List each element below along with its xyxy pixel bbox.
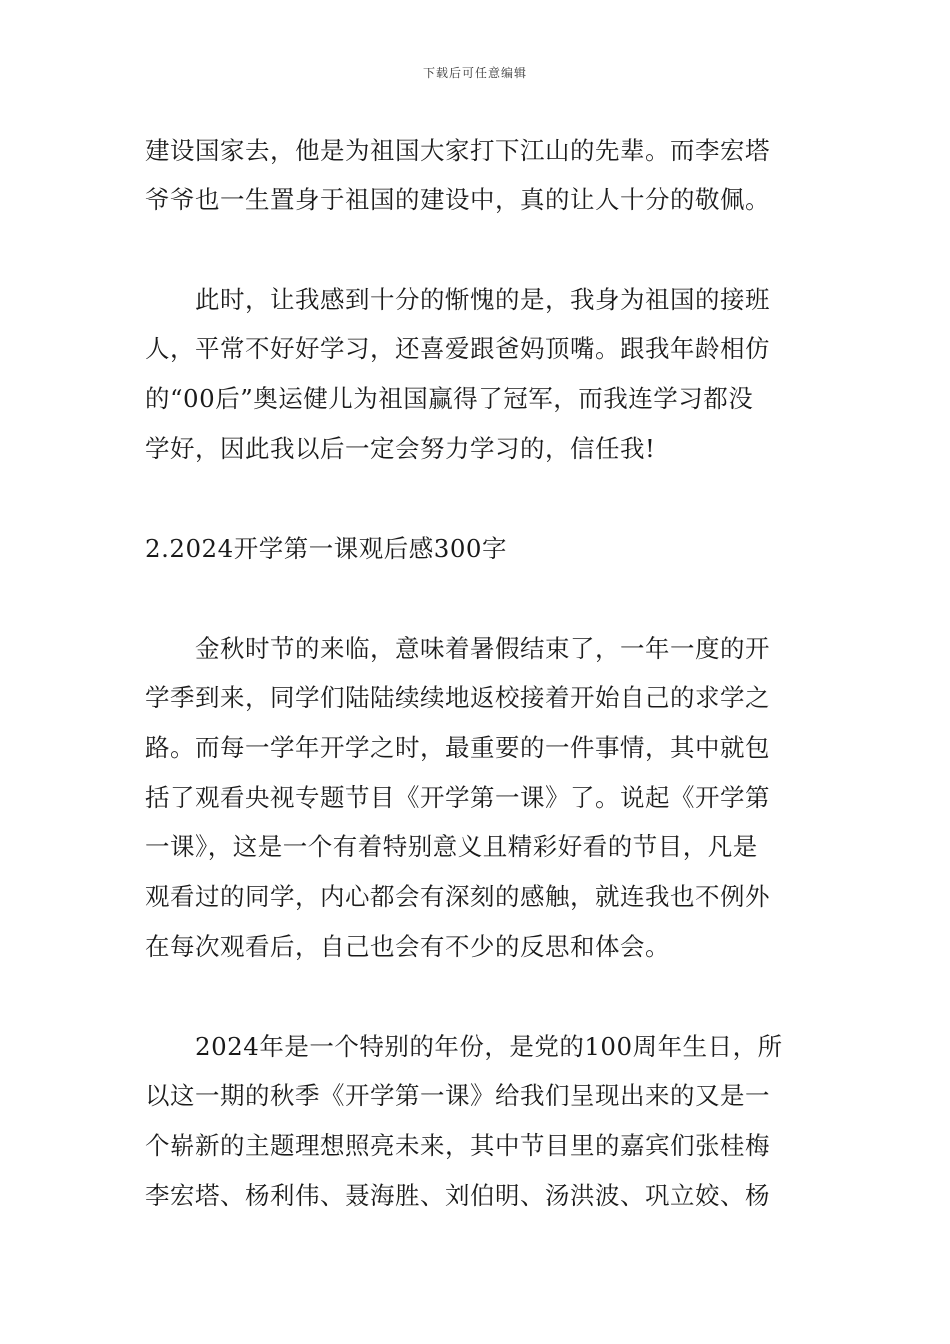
text-line: 一课》，这是一个有着特别意义且精彩好看的节目，凡是 <box>145 832 758 861</box>
text-line: 的“00后”奥运健儿为祖国赢得了冠军，而我连学习都没 <box>145 384 754 413</box>
text-line: 在每次观看后，自己也会有不少的反思和体会。 <box>145 932 670 961</box>
text-line: 观看过的同学，内心都会有深刻的感触，就连我也不例外 <box>145 882 770 911</box>
text-line: 2024年是一个特别的年份，是党的100周年生日，所 <box>145 1032 783 1061</box>
text-line: 以这一期的秋季《开学第一课》给我们呈现出来的又是一 <box>145 1081 770 1110</box>
text-line: 学季到来，同学们陆陆续续地返校接着开始自己的求学之 <box>145 683 770 712</box>
text-line: 括了观看央视专题节目《开学第一课》了。说起《开学第 <box>145 783 770 812</box>
text-line: 建设国家去，他是为祖国大家打下江山的先辈。而李宏塔 <box>145 136 770 165</box>
text-line: 此时，让我感到十分的惭愧的是，我身为祖国的接班 <box>145 285 770 314</box>
text-line: 李宏塔、杨利伟、聂海胜、刘伯明、汤洪波、巩立姣、杨 <box>145 1181 770 1210</box>
section-heading: 2.2024开学第一课观后感300字 <box>145 534 507 563</box>
text-line: 金秋时节的来临，意味着暑假结束了，一年一度的开 <box>145 634 770 663</box>
text-line: 人，平常不好好学习，还喜爱跟爸妈顶嘴。跟我年龄相仿 <box>145 334 770 363</box>
text-line: 路。而每一学年开学之时，最重要的一件事情，其中就包 <box>145 733 770 762</box>
text-line: 个崭新的主题理想照亮未来，其中节目里的嘉宾们张桂梅 <box>145 1131 770 1160</box>
page-header: 下载后可任意编辑 <box>422 66 527 80</box>
text-line: 爷爷也一生置身于祖国的建设中，真的让人十分的敬佩。 <box>145 185 770 214</box>
text-line: 学好，因此我以后一定会努力学习的，信任我! <box>145 434 656 463</box>
